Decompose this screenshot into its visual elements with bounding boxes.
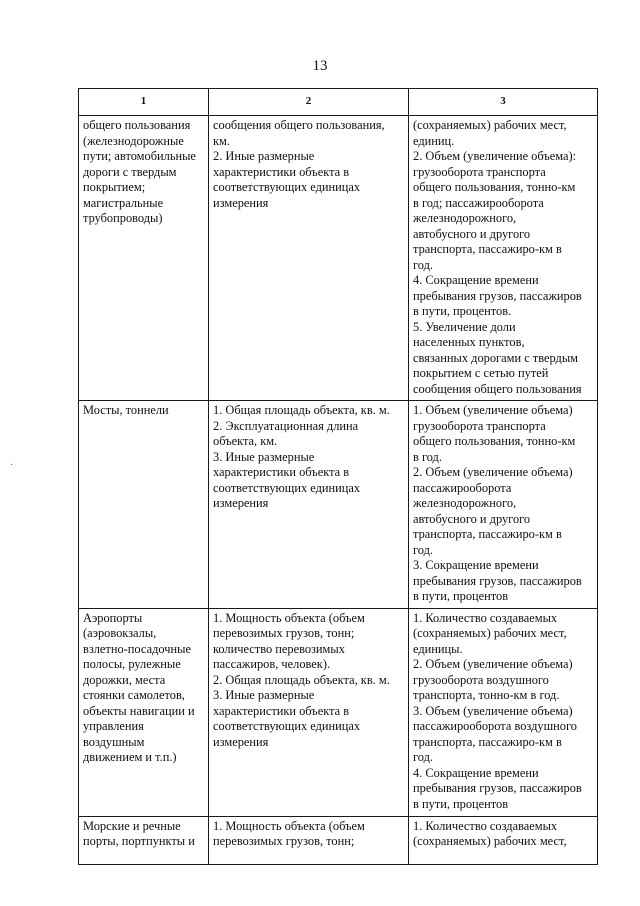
object-type-cell: Морские и речные порты, портпункты и bbox=[79, 816, 209, 864]
effect-indicators-cell: 1. Объем (увеличение объема) грузооборота транспорта общего пользования, тонно-км в год. 2. Объем (увеличение объема) пассажирооборота железнодорожного, автобусного и другого транспорта, пассажиро-км в год. 3. Сокращение времени пребывания грузов, пассажиров в пути, процентов bbox=[409, 401, 598, 609]
effect-indicators-cell: 1. Количество создаваемых (сохраняемых) рабочих мест, bbox=[409, 816, 598, 864]
effect-indicators-cell: 1. Количество создаваемых (сохраняемых) рабочих мест, единицы. 2. Объем (увеличение объема) грузооборота воздушного транспорта, тонно-км в год. 3. Объем (увеличение объема) пассажирооборота воздушного транспорта, пассажиро-км в год. 4. Сокращение времени пребывания грузов, пассажиров в пути, процентов bbox=[409, 608, 598, 816]
object-type-cell: Мосты, тоннели bbox=[79, 401, 209, 609]
scan-mark: · bbox=[10, 460, 14, 471]
table-row bbox=[79, 816, 598, 864]
table-row bbox=[79, 116, 598, 401]
column-header-3: 3 bbox=[409, 89, 598, 116]
page-number: 13 bbox=[312, 58, 328, 74]
table-row bbox=[79, 401, 598, 609]
object-characteristics-cell: сообщения общего пользования, км. 2. Иные размерные характеристики объекта в соответствующих единицах измерения bbox=[209, 116, 409, 401]
table-row bbox=[79, 608, 598, 816]
object-characteristics-cell: 1. Общая площадь объекта, кв. м. 2. Эксплуатационная длина объекта, км. 3. Иные размерные характеристики объекта в соответствующих единицах измерения bbox=[209, 401, 409, 609]
object-characteristics-cell: 1. Мощность объекта (объем перевозимых грузов, тонн; bbox=[209, 816, 409, 864]
object-type-cell: Аэропорты (аэровокзалы, взлетно-посадочные полосы, рулежные дорожки, места стоянки самолетов, объекты навигации и управления воздушным движением и т.п.) bbox=[79, 608, 209, 816]
table-header-row bbox=[79, 89, 598, 116]
document-table bbox=[78, 88, 598, 865]
object-characteristics-cell: 1. Мощность объекта (объем перевозимых грузов, тонн; количество перевозимых пассажиров, человек). 2. Общая площадь объекта, кв. м. 3. Иные размерные характеристики объекта в соответствующих единицах измерения bbox=[209, 608, 409, 816]
column-header-2: 2 bbox=[209, 89, 409, 116]
object-type-cell: общего пользования (железнодорожные пути; автомобильные дороги с твердым покрытием; магистральные трубопроводы) bbox=[79, 116, 209, 401]
effect-indicators-cell: (сохраняемых) рабочих мест, единиц. 2. Объем (увеличение объема): грузооборота транспорта общего пользования, тонно-км в год; пассажирооборота железнодорожного, автобусного и другого транспорта, пассажиро-км в год. 4. Сокращение времени пребывания грузов, пассажиров в пути, процентов. 5. Увеличение доли населенных пунктов, связанных дорогами с твердым покрытием с сетью путей сообщения общего пользования bbox=[409, 116, 598, 401]
column-header-1: 1 bbox=[79, 89, 209, 116]
